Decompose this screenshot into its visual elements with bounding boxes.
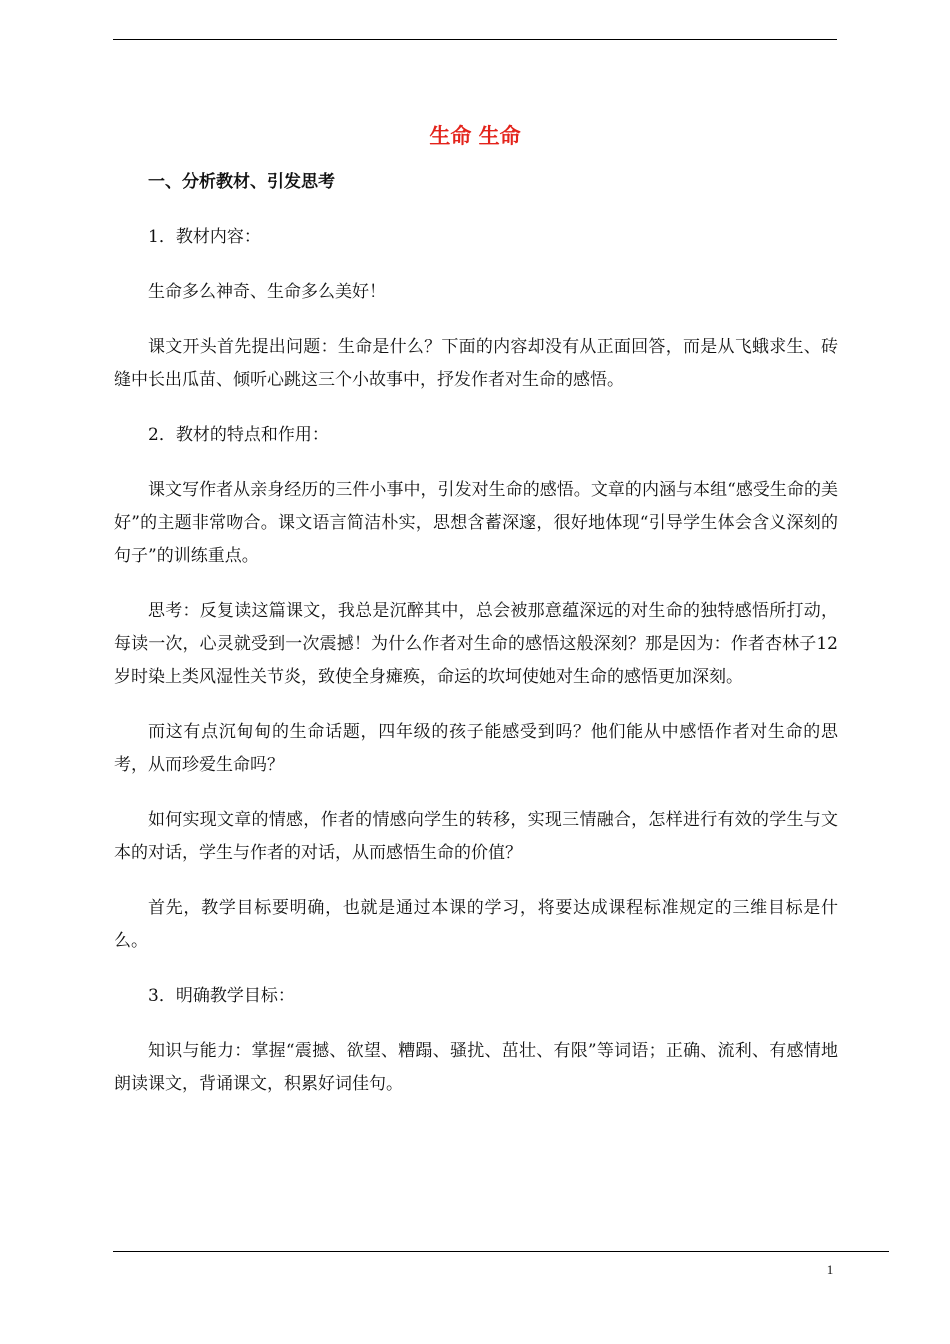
- paragraph: 课文开头首先提出问题：生命是什么？下面的内容却没有从正面回答，而是从飞蛾求生、砖缝中长出瓜苗、倾听心跳这三个小故事中，抒发作者对生命的感悟。: [114, 337, 838, 390]
- paragraph: 首先，教学目标要明确，也就是通过本课的学习，将要达成课程标准规定的三维目标是什么。: [114, 898, 838, 951]
- paragraph: 知识与能力：掌握“震撼、欲望、糟蹋、骚扰、茁壮、有限”等词语；正确、流利、有感情地朗读课文，背诵课文，积累好词佳句。: [114, 1041, 838, 1094]
- paragraph: 3．明确教学目标：: [148, 986, 295, 1006]
- paragraph: 课文写作者从亲身经历的三件小事中，引发对生命的感悟。文章的内涵与本组“感受生命的美好”的主题非常吻合。课文语言简洁朴实，思想含蓄深邃，很好地体现“引导学生体会含义深刻的句子”的训练重点。: [114, 480, 838, 566]
- paragraph: 而这有点沉甸甸的生命话题，四年级的孩子能感受到吗？他们能从中感悟作者对生命的思考，从而珍爱生命吗？: [114, 722, 838, 775]
- header-rule: [113, 39, 837, 40]
- document-body: [114, 166, 838, 1123]
- footer-rule: [113, 1251, 889, 1252]
- paragraph: 2．教材的特点和作用：: [148, 425, 329, 445]
- paragraph: 1．教材内容：: [148, 227, 261, 247]
- paragraph: 如何实现文章的情感，作者的情感向学生的转移，实现三情融合，怎样进行有效的学生与文本的对话，学生与作者的对话，从而感悟生命的价值？: [114, 810, 838, 863]
- document-title: 生命 生命: [429, 124, 521, 148]
- paragraph: 生命多么神奇、生命多么美好！: [148, 282, 386, 302]
- section-heading: 一、分析教材、引发思考: [148, 172, 335, 192]
- page-number: 1: [826, 1262, 834, 1277]
- paragraph: 思考：反复读这篇课文，我总是沉醉其中，总会被那意蕴深远的对生命的独特感悟所打动，每读一次，心灵就受到一次震撼！为什么作者对生命的感悟这般深刻？那是因为：作者杏林子12岁时染上类风湿性关节炎，致使全身瘫痪，命运的坎坷使她对生命的感悟更加深刻。: [114, 601, 838, 687]
